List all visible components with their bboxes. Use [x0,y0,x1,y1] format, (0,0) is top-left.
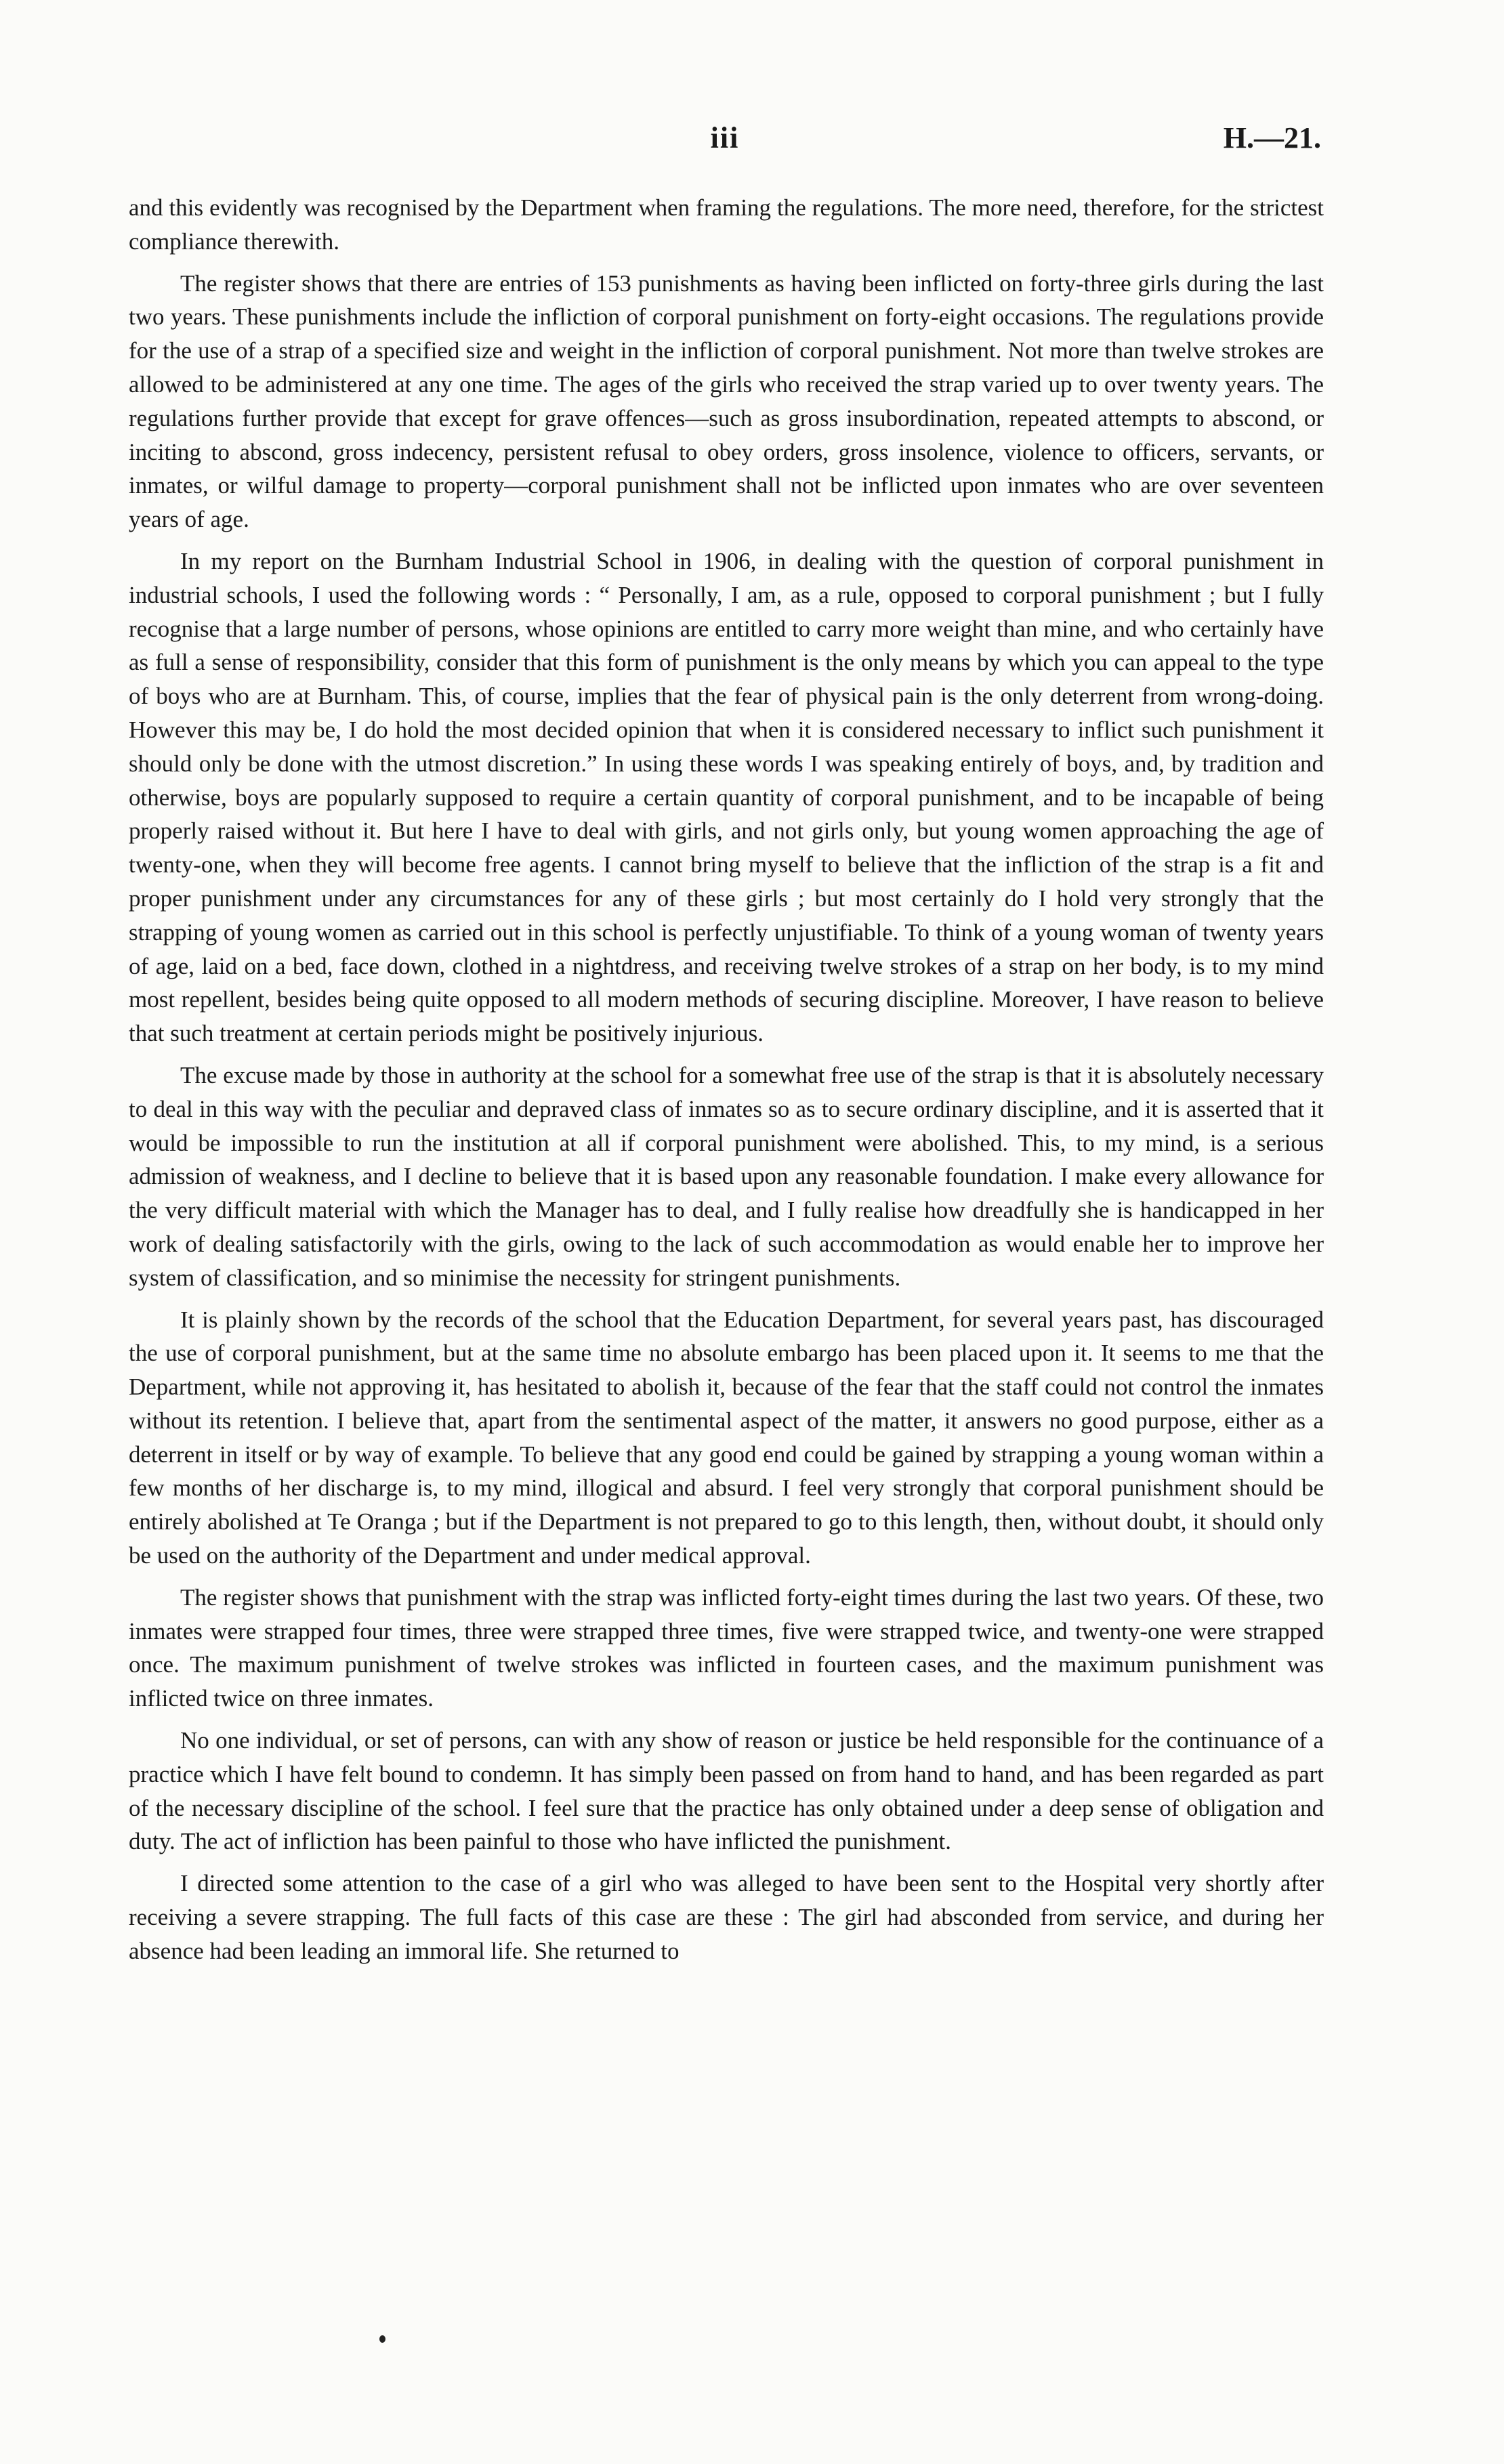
ink-speck [379,2335,385,2343]
paragraph-strap-statistics: The register shows that punishment with the strap was inflicted forty-eight times during the last two years. Of these, two inmates were strapped four times, three were strapped three times, five were strapped twice, and twenty-one were strapped once. The maximum punishment of twelve strokes was inflicted in fourteen cases, and the maximum punishment was inflicted twice on three inmates. [129,1584,1324,1712]
paper-number: H.—21. [1223,121,1321,154]
paragraph-department-records: It is plainly shown by the records of the school that the Education Department, for several years past, has discouraged the use of corporal punishment, but at the same time no absolute embargo has been placed upon it. It seems to me that the Department, while not approving it, has hesitated to abolish it, because of the fear that the staff could not control the inmates without its retention. I believe that, apart from the sentimental aspect of the matter, it answers no good purpose, either as a deterrent in itself or by way of example. To believe that any good end could be gained by strapping a young woman within a few months of her discharge is, to my mind, illogical and absurd. I feel very strongly that corporal punishment should be entirely abolished at Te Oranga ; but if the Department is not prepared to go to this length, then, without doubt, it should only be used on the authority of the Department and under medical approval. [129,1306,1324,1569]
page-header [129,121,1321,161]
paragraph-register-entries: The register shows that there are entries of 153 punishments as having been inflicted on forty-three girls during the last two years. These punishments include the infliction of corporal punishment on forty-eight occasions. The regulations provide for the use of a strap of a specified size and weight in the infliction of corporal punishment. Not more than twelve strokes are allowed to be administered at any one time. The ages of the girls who received the strap varied up to over twenty years. The regulations further provide that except for grave offences—such as gross insubordination, repeated attempts to abscond, or inciting to abscond, gross indecency, persistent refusal to obey orders, gross insolence, violence to officers, servants, or inmates, or wilful damage to property—corporal punishment shall not be inflicted upon inmates who are over seventeen years of age. [129,270,1324,533]
paragraph-burnham-report: In my report on the Burnham Industrial School in 1906, in dealing with the question of corporal punishment in industrial schools, I used the following words : “ Personally, I am, as a rule, opposed to corporal punishment ; but I fully recognise that a large number of persons, whose opinions are entitled to carry more weight than mine, and who certainly have as full a sense of responsibility, consider that this form of punishment is the only means by which you can appeal to the type of boys who are at Burnham. This, of course, implies that the fear of physical pain is the only deterrent from wrong-doing. However this may be, I do hold the most decided opinion that when it is considered necessary to inflict such punishment it should only be done with the utmost discretion.” In using these words I was speaking entirely of boys, and, by tradition and otherwise, boys are popularly supposed to require a certain quantity of corporal punishment, and to be incapable of being properly raised without it. But here I have to deal with girls, and not girls only, but young women approaching the age of twenty-one, when they will become free agents. I cannot bring myself to believe that the infliction of the strap is a fit and proper punishment under any circumstances for any of these girls ; but most certainly do I hold very strongly that the strapping of young women as carried out in this school is perfectly unjustifiable. To think of a young woman of twenty years of age, laid on a bed, face down, clothed in a nightdress, and receiving twelve strokes of a strap on her body, is to my mind most repellent, besides being quite opposed to all modern methods of securing discipline. Moreover, I have reason to believe that such treatment at certain periods might be positively injurious. [129,547,1324,1047]
page-number: iii [710,121,740,154]
paragraph-responsibility: No one individual, or set of persons, can with any show of reason or justice be held responsible for the continuance of a practice which I have felt bound to condemn. It has simply been passed on from hand to hand, and has been regarded as part of the necessary discipline of the school. I feel sure that the practice has only obtained under a deep sense of obligation and duty. The act of infliction has been painful to those who have inflicted the punishment. [129,1727,1324,1855]
body-text [129,191,1324,1976]
paragraph-hospital-case: I directed some attention to the case of a girl who was alleged to have been sent to the Hospital very shortly after receiving a severe strapping. The full facts of this case are these : The girl had absconded from service, and during her absence had been leading an immoral life. She returned to [129,1870,1324,1964]
paragraph-continuation: and this evidently was recognised by the Department when framing the regulations. The more need, therefore, for the strictest compliance therewith. [129,194,1324,255]
paragraph-authority-excuse: The excuse made by those in authority at the school for a somewhat free use of the strap is that it is absolutely necessary to deal in this way with the peculiar and depraved class of inmates so as to secure ordinary discipline, and it is asserted that it would be impossible to run the institution at all if corporal punishment were abolished. This, to my mind, is a serious admission of weakness, and I decline to believe that it is based upon any reasonable foundation. I make every allowance for the very difficult material with which the Manager has to deal, and I fully realise how dreadfully she is handicapped in her work of dealing satisfactorily with the girls, owing to the lack of such accommodation as would enable her to improve her system of classification, and so minimise the necessity for stringent punishments. [129,1061,1324,1291]
